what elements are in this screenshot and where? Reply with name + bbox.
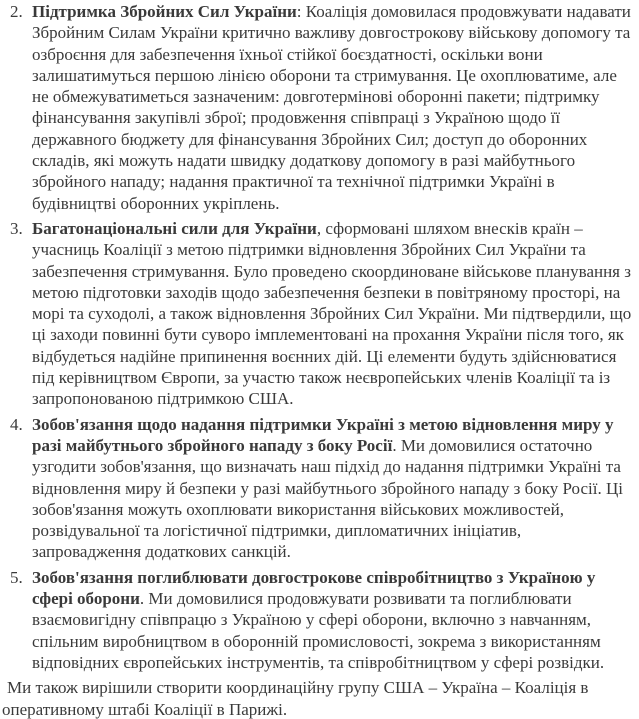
list-item-4 [0,414,639,563]
closing-paragraph: Ми також вирішили створити координаційну групу США – Україна – Коаліція в оперативному штабі Коаліції в Парижі. [2,678,589,719]
item-body: . Ми домовилися остаточно узгодити зобов'язання, що визначать наш підхід до надання підтримки Україні та відновлення миру й безпеки у разі майбутнього збройного нападу з боку Росії. Ці зобов'язання можуть охоплювати використання військових можливостей, розвідувальної та логістичної підтримки, дипломатичних ініціатив, запровадження додаткових санкцій. [32,435,623,562]
list-item-2 [0,1,639,214]
item-lead: Багатонаціональні сили для України [32,218,317,238]
item-number: 5. [10,567,23,587]
item-lead: Зобов'язання поглиблювати довгострокове співробітництво з Україною у сфері оборони [32,567,596,609]
item-number: 3. [10,218,23,238]
item-body: : Коаліція домовилася продовжувати надавати Збройним Силам України критично важливу довгострокову військову допомогу та озброєння для забезпечення їхньої стійкої боєздатності, оскільки вони залишатимуться першою лінією оборони та стримування. Це охоплюватиме, але не обмежуватиметься зазначеним: довготермінові оборонні пакети; підтримку фінансування закупівлі зброї; продовження співпраці з Україною щодо її державного бюджету для фінансування Збройних Сил; доступ до оборонних складів, які можуть надати швидку додаткову допомогу в разі майбутнього збройного нападу; надання практичної та технічної підтримки Україні в будівництві оборонних укріплень. [32,2,631,213]
item-number: 4. [10,414,23,434]
item-number: 2. [10,2,23,21]
item-lead: Підтримка Збройних Сил України [32,2,297,21]
item-lead: Зобов'язання щодо надання підтримки Україні з метою відновлення миру у разі майбутнього збройного нападу з боку Росії [32,414,614,455]
list-item-5 [0,567,639,673]
item-body: , сформовані шляхом внесків країн – учасниць Коаліції з метою підтримки відновлення Збройних Сил України та забезпечення стримування. Було проведено скоординоване військове планування з метою підготовки заходів щодо забезпечення безпеки в повітряному просторі, на морі та суходолі, а також відновлення Збройних Сил України. Ми підтвердили, що ці заходи повинні бути суворо імплементовані на прохання України після того, як відбудеться надійне припинення воєнних дій. Ці елементи будуть здійснюватися під керівництвом Європи, за участю також неєвропейських членів Коаліції та із запропонованою підтримкою США. [32,218,632,409]
item-body: . Ми домовилися продовжувати розвивати та поглиблювати взаємовигідну співпрацю з Україною у сфері оборони, включно з навчанням, спільним виробництвом в оборонній промисловості, зокрема з використанням відповідних європейських інструментів, та співробітництвом у сфері розвідки. [32,589,605,672]
list-item-3 [0,218,639,410]
